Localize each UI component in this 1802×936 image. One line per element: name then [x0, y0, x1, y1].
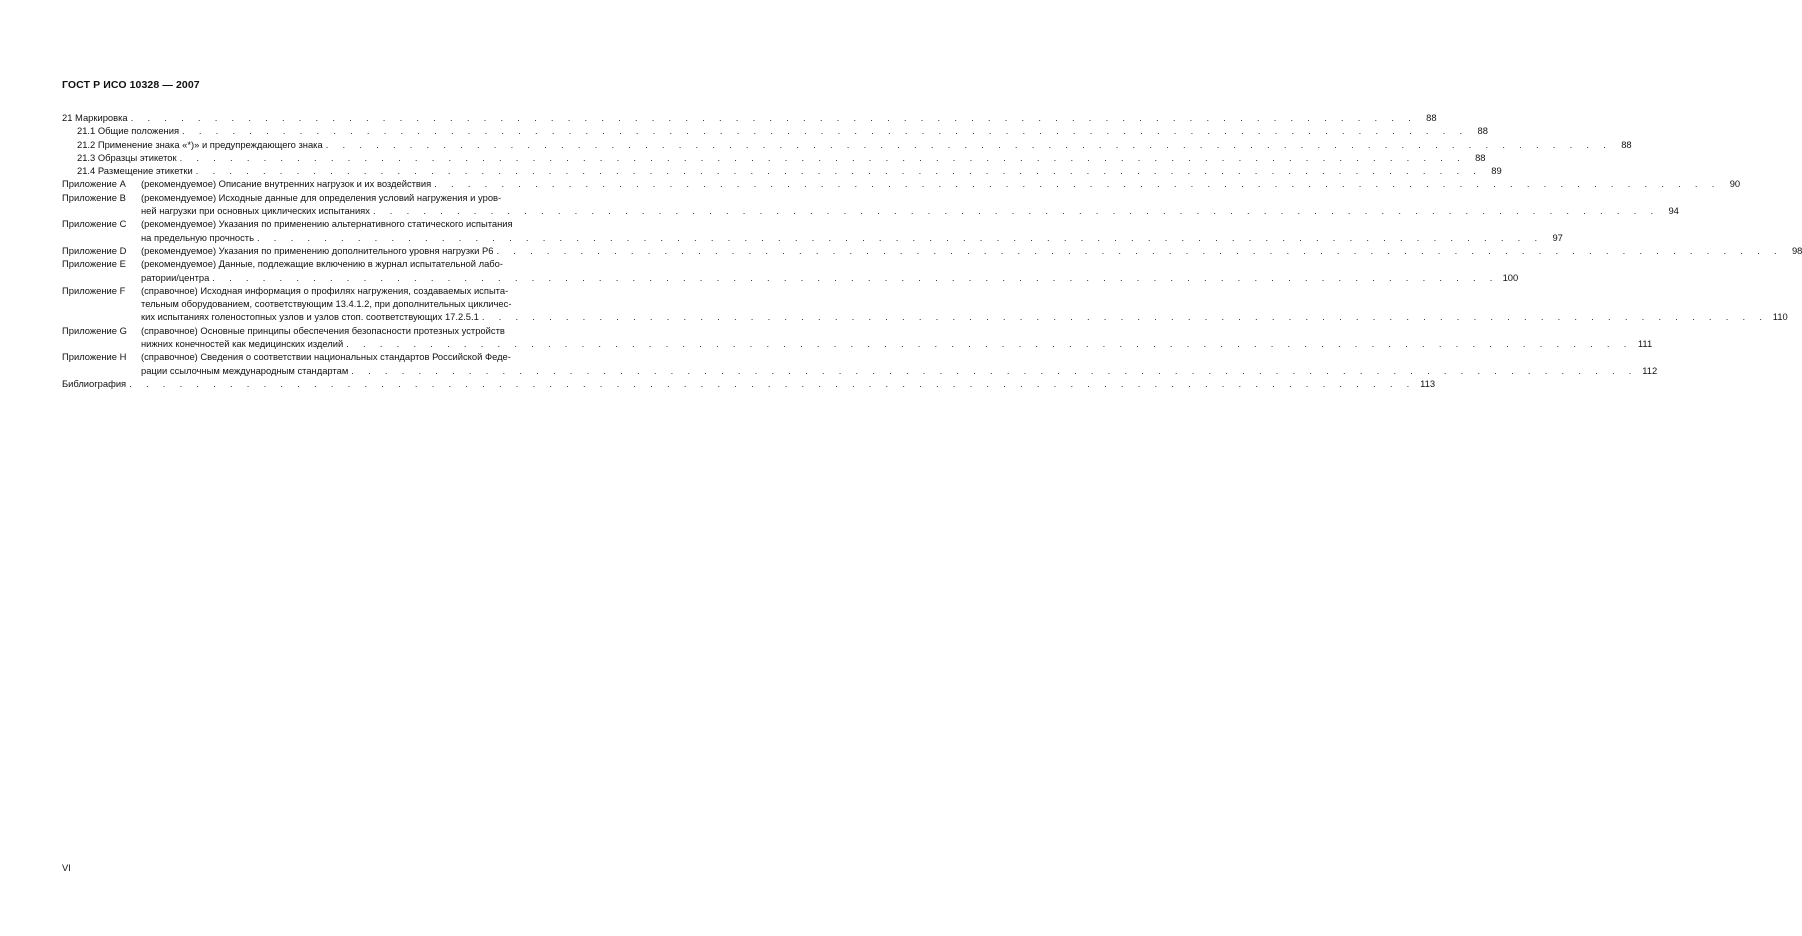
toc-entry	[62, 257, 1519, 284]
toc-entry-title: ней нагрузки при основных циклических испытаниях	[141, 205, 370, 217]
document-header: ГОСТ Р ИСО 10328 — 2007	[62, 79, 200, 91]
dot-leader: . . . . . . . . . . . . . . . . . . . . . . . . . . . . . . . . . . . . . . . . . . . . . . . . . . . . . . . . . . . . . . . . . . . . . . . . . . . . .	[212, 271, 1499, 283]
toc-entry-page: 113	[1420, 377, 1436, 389]
toc-entry-title: (рекомендуемое) Исходные данные для определения условий нагружения и уров-	[141, 191, 502, 203]
page-number: VI	[62, 862, 71, 873]
toc-entry	[62, 350, 1658, 377]
dot-leader: . . . . . . . . . . . . . . . . . . . . . . . . . . . . . . . . . . . . . . . . . . . . . . . . . . . . . . . . . . . . . . . . . . . . . . . . . . . . .	[346, 338, 1633, 350]
toc-entry-title: (справочное) Основные принципы обеспечения безопасности протезных устройств	[141, 324, 505, 336]
dot-leader: . . . . . . . . . . . . . . . . . . . . . . . . . . . . . . . . . . . . . . . . . . . . . . . . . . . . . . . . . . . . . . . . . . . . . . . . . . . . .	[130, 112, 1417, 123]
dot-leader: . . . . . . . . . . . . . . . . . . . . . . . . . . . . . . . . . . . . . . . . . . . . . . . . . . . . . . . . . . . . . . . . . . . . . . . . . . . . .	[129, 377, 1416, 389]
toc-entry-title: рации ссылочным международным стандартам	[141, 364, 349, 376]
toc-entry	[62, 177, 1741, 190]
toc-entry-prefix: Приложение Н	[62, 351, 127, 363]
toc-entry-title: (справочное) Сведения о соответствии национальных стандартов Российской Феде-	[141, 351, 511, 363]
toc-entry-page: 88	[1475, 151, 1486, 163]
toc-entry	[62, 151, 1486, 164]
toc-entry-title: нижних конечностей как медицинских изделий	[141, 338, 344, 350]
toc-entry-title: (рекомендуемое) Описание внутренних нагрузок и их воздействия	[141, 178, 432, 190]
toc-entry-page: 112	[1642, 364, 1658, 376]
toc-entry-page: 88	[1426, 112, 1437, 123]
dot-leader: . . . . . . . . . . . . . . . . . . . . . . . . . . . . . . . . . . . . . . . . . . . . . . . . . . . . . . . . . . . . . . . . . . . . . . . . . . . . .	[182, 125, 1468, 137]
toc-entry	[62, 377, 1436, 390]
toc-entry-page: 110	[1772, 311, 1788, 323]
toc-entry-page: 94	[1668, 205, 1679, 217]
toc-entry	[62, 124, 1488, 137]
toc-entry-prefix: Приложение F	[62, 284, 126, 296]
toc-entry-title: на предельную прочность	[141, 231, 254, 243]
dot-leader: . . . . . . . . . . . . . . . . . . . . . . . . . . . . . . . . . . . . . . . . . . . . . . . . . . . . . . . . . . . . . . . . . . . . . . . . . . . . .	[256, 231, 1543, 243]
table-of-contents	[62, 111, 1802, 390]
toc-entry-title: Библиография	[62, 377, 127, 389]
dot-leader: . . . . . . . . . . . . . . . . . . . . . . . . . . . . . . . . . . . . . . . . . . . . . . . . . . . . . . . . . . . . . . . . . . . . . . . . . . . . .	[434, 178, 1721, 190]
toc-entry-page: 97	[1552, 231, 1563, 243]
toc-entry-title: (рекомендуемое) Данные, подлежащие включению в журнал испытательной лабо-	[141, 258, 503, 270]
toc-entry-page: 88	[1477, 125, 1488, 137]
dot-leader: . . . . . . . . . . . . . . . . . . . . . . . . . . . . . . . . . . . . . . . . . . . . . . . . . . . . . . . . . . . . . . . . . . . . . . . . . . . . .	[481, 311, 1768, 323]
toc-entry	[62, 138, 1632, 151]
toc-entry	[62, 284, 1788, 324]
toc-entry-title: (справочное) Исходная информация о профилях нагружения, создаваемых испыта-	[141, 284, 509, 296]
toc-entry-title: 21.2 Применение знака «*)» и предупреждающего знака	[77, 138, 323, 150]
dot-leader: . . . . . . . . . . . . . . . . . . . . . . . . . . . . . . . . . . . . . . . . . . . . . . . . . . . . . . . . . . . . . . . . . . . . . . . . . . . . .	[351, 364, 1638, 376]
toc-entry-title: 21.4 Размещение этикетки	[77, 165, 193, 177]
toc-entry	[62, 244, 1802, 257]
toc-entry-page: 100	[1502, 271, 1519, 283]
toc-entry	[62, 217, 1563, 244]
dot-leader: . . . . . . . . . . . . . . . . . . . . . . . . . . . . . . . . . . . . . . . . . . . . . . . . . . . . . . . . . . . . . . . . . . . . . . . . . . . . .	[496, 244, 1783, 256]
toc-entry-prefix: Приложение D	[62, 244, 127, 256]
toc-entry-page: 89	[1491, 165, 1502, 177]
toc-entry-prefix: Приложение G	[62, 324, 127, 336]
toc-entry	[62, 111, 1437, 124]
toc-entry-prefix: Приложение С	[62, 218, 127, 230]
toc-entry-page: 88	[1621, 138, 1632, 150]
dot-leader: . . . . . . . . . . . . . . . . . . . . . . . . . . . . . . . . . . . . . . . . . . . . . . . . . . . . . . . . . . . . . . . . . . . . . . . . . . . . .	[195, 165, 1482, 177]
toc-entry-title: 21.3 Образцы этикеток	[77, 151, 177, 163]
toc-entry-title: ратории/центра	[141, 271, 210, 283]
toc-entry-page: 90	[1729, 178, 1741, 190]
toc-entry	[62, 164, 1502, 177]
toc-entry-title: 21 Маркировка	[62, 112, 128, 123]
toc-entry-page: 98	[1791, 244, 1802, 256]
toc-entry-page: 111	[1637, 338, 1653, 350]
dot-leader: . . . . . . . . . . . . . . . . . . . . . . . . . . . . . . . . . . . . . . . . . . . . . . . . . . . . . . . . . . . . . . . . . . . . . . . . . . . . .	[179, 151, 1466, 163]
toc-entry-prefix: Приложение Е	[62, 258, 126, 270]
toc-entry-prefix: Приложение А	[62, 178, 126, 190]
toc-entry-prefix: Приложение В	[62, 191, 126, 203]
toc-entry	[62, 191, 1679, 218]
toc-entry-title: ких испытаниях голеностопных узлов и узлов стоп. соответствующих 17.2.5.1	[141, 311, 479, 323]
toc-entry-title: 21.1 Общие положения	[77, 125, 180, 137]
dot-leader: . . . . . . . . . . . . . . . . . . . . . . . . . . . . . . . . . . . . . . . . . . . . . . . . . . . . . . . . . . . . . . . . . . . . . . . . . . . . .	[325, 138, 1612, 150]
toc-entry-title: тельным оборудованием, соответствующим 13.4.1.2, при дополнительных цикличес-	[141, 298, 512, 310]
dot-leader: . . . . . . . . . . . . . . . . . . . . . . . . . . . . . . . . . . . . . . . . . . . . . . . . . . . . . . . . . . . . . . . . . . . . . . . . . . . . .	[372, 205, 1659, 217]
toc-entry-title: (рекомендуемое) Указания по применению дополнительного уровня нагрузки Р6	[141, 244, 494, 256]
toc-entry	[62, 324, 1653, 351]
toc-entry-title: (рекомендуемое) Указания по применению альтернативного статического испытания	[141, 218, 513, 230]
